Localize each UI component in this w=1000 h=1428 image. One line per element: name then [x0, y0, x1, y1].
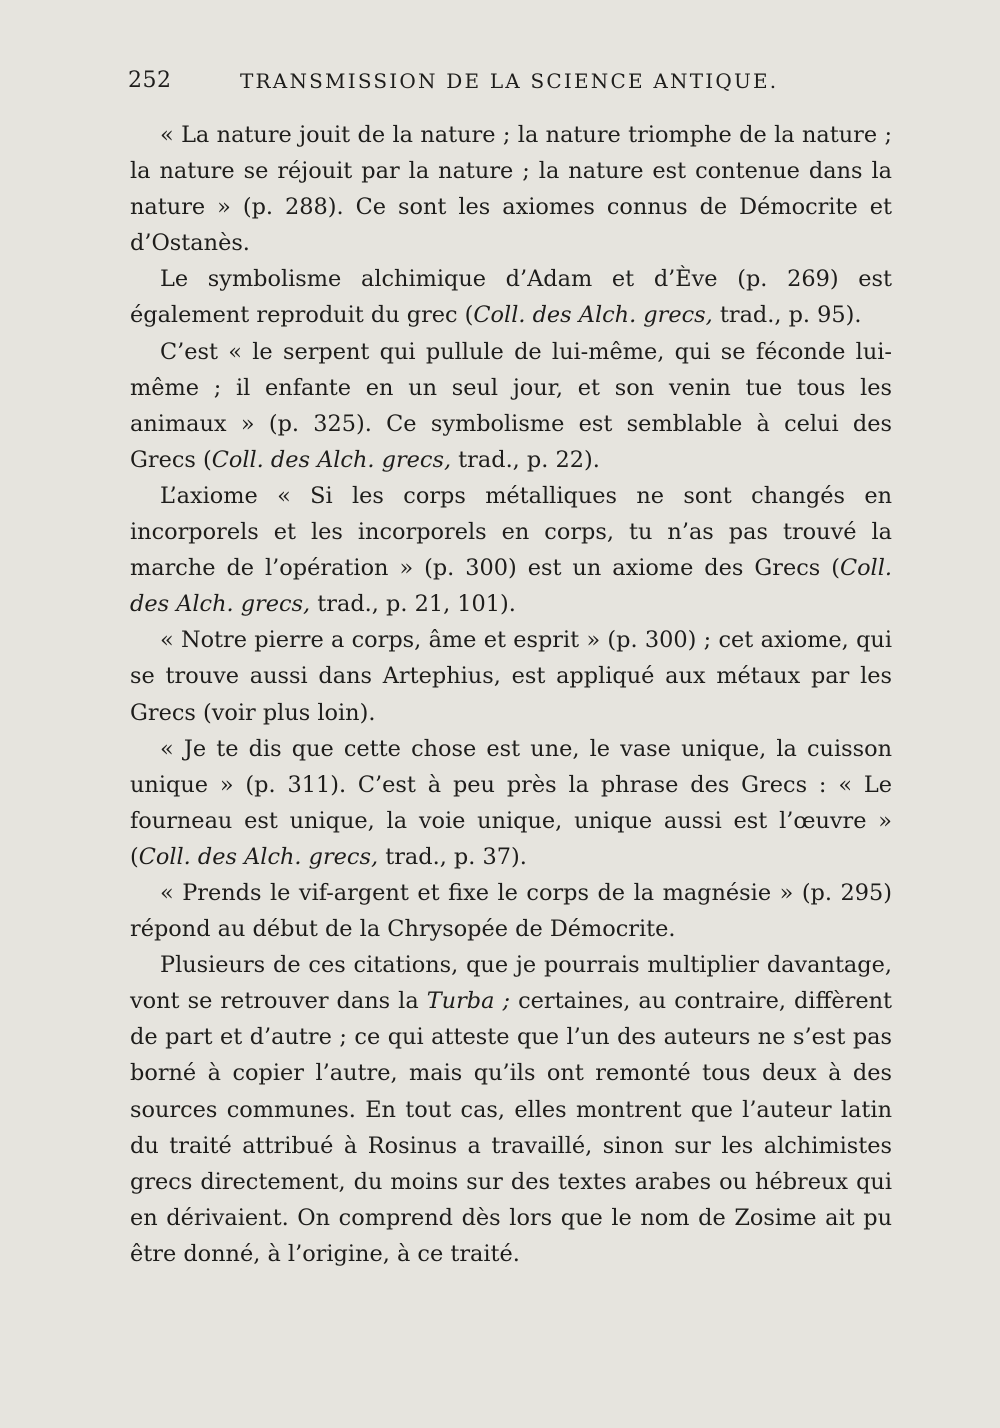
paragraph-text: « Prends le vif-argent et fixe le corps de la magnésie » (p. 295) répond au début de la Chrysopée de Démocrite.: [130, 879, 892, 943]
running-title: TRANSMISSION DE LA SCIENCE ANTIQUE.: [240, 69, 779, 93]
paragraph-text: L’axiome « Si les corps métalliques ne sont changés en incorporels et les incorporels en corps, tu n’as pas trouvé la marche de l’opération » (p. 300) est un axiome des Grecs (: [130, 482, 892, 582]
paragraph: [130, 947, 892, 1272]
paragraph: [130, 261, 892, 333]
paragraph-text: trad., p. 22).: [451, 446, 600, 473]
paragraph-text: Le symbolisme alchimique d’Adam et d’Ève (p. 269) est également reproduit du grec (: [130, 266, 892, 329]
page-number: 252: [128, 68, 172, 93]
paragraph-text: certaines, au contraire, diffèrent de part et d’autre ; ce qui atteste que l’un des auteurs ne s’est pas borné à copier l’autre, mais qu’ils ont remonté tous deux à des sources communes. En tout cas, elles montrent que l’auteur latin du traité attribué à Rosinus a travaillé, sinon sur les alchimistes grecs directement, du moins sur des textes arabes ou hébreux qui en dérivaient. On comprend dès lors que le nom de Zosime ait pu être donné, à l’origine, à ce traité.: [130, 988, 892, 1267]
paragraph: [130, 478, 892, 622]
paragraph-text: « Notre pierre a corps, âme et esprit » (p. 300) ; cet axiome, qui se trouve aussi dans Artephius, est appliqué aux métaux par les Grecs (voir plus loin).: [130, 627, 892, 726]
paragraph: [130, 334, 892, 478]
paragraph-text: « Je te dis que cette chose est une, le vase unique, la cuisson unique » (p. 311). C’est à peu près la phrase des Grecs : « Le fourneau est unique, la voie unique, unique aussi est l’œuvre » (: [130, 735, 892, 870]
paragraph-text: C’est « le serpent qui pullule de lui-même, qui se féconde lui-même ; il enfante en un seul jour, et son venin tue tous les animaux » (p. 325). Ce symbolisme est semblable à celui des Grecs (: [130, 338, 892, 473]
paragraph-text: trad., p. 95).: [712, 302, 862, 329]
italic-text: Coll. des Alch. grecs,: [138, 843, 379, 870]
paragraph-text: trad., p. 37).: [378, 843, 527, 870]
body-text: [130, 117, 892, 1272]
paragraph: [130, 622, 892, 730]
italic-text: Coll. des Alch. grecs,: [130, 555, 892, 618]
paragraph: [130, 731, 892, 875]
paragraph-text: Plusieurs de ces citations, que je pourrais multiplier davantage, vont se retrouver dans la: [130, 952, 892, 1015]
paragraph: [130, 875, 892, 947]
paragraph-text: « La nature jouit de la nature ; la nature triomphe de la nature ; la nature se réjouit par la nature ; la nature est contenue dans la nature » (p. 288). Ce sont les axiomes connus de Démocrite et d’Ostanès.: [130, 122, 892, 257]
page-header: [128, 68, 900, 98]
italic-text: Coll. des Alch. grecs,: [473, 302, 713, 329]
italic-text: Coll. des Alch. grecs,: [211, 446, 452, 473]
paragraph: [130, 117, 892, 261]
paragraph-text: trad., p. 21, 101).: [310, 591, 516, 618]
italic-text: Turba ;: [426, 988, 511, 1015]
